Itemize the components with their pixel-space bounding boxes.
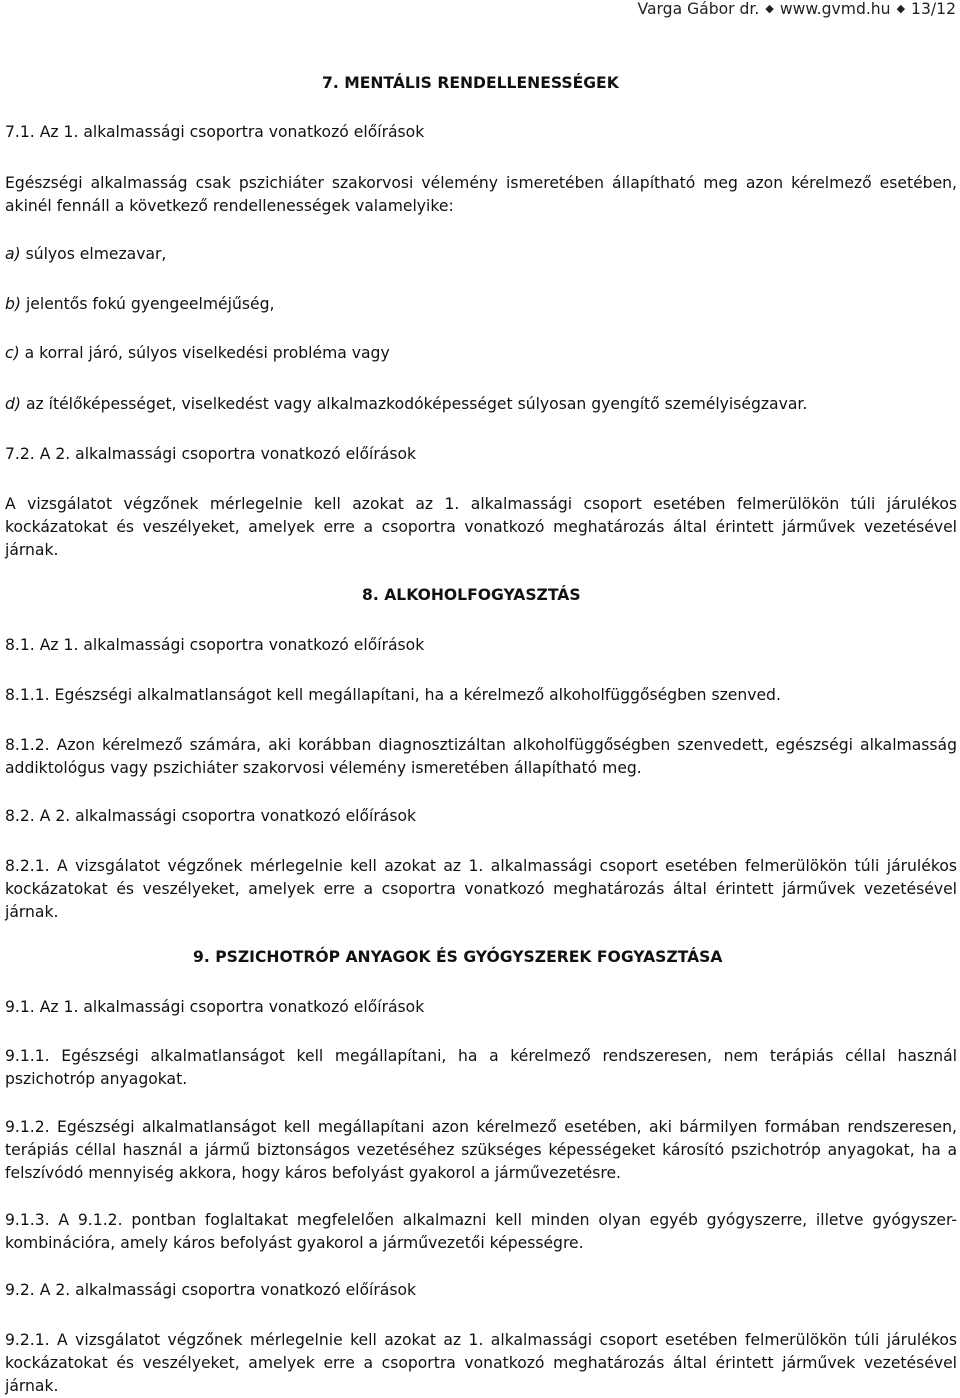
list-item-label: b) (5, 295, 21, 313)
list-item-text: jelentős fokú gyengeelméjűség, (20, 295, 275, 313)
section-8-1-heading: 8.1. Az 1. alkalmassági csoportra vonatkozó előírások (5, 636, 425, 654)
list-item-label: a) (5, 245, 21, 263)
list-item-label: c) (5, 344, 20, 362)
section-9-2-heading: 9.2. A 2. alkalmassági csoportra vonatkozó előírások (5, 1281, 417, 1299)
list-item-text: súlyos elmezavar, (20, 245, 167, 263)
list-item-text: a korral járó, súlyos viselkedési probléma vagy (19, 344, 390, 362)
paragraph-9-1-3: 9.1.3. A 9.1.2. pontban foglaltakat megfelelően alkalmazni kell minden olyan egyéb gyógyszerre, illetve gyógyszer-kombinációra, amely káros befolyást gyakorol a járművezetői képességre. (5, 1211, 957, 1252)
section-8-title: 8. ALKOHOLFOGYASZTÁS (362, 586, 581, 604)
page-header (638, 0, 956, 18)
header-site: www.gvmd.hu (779, 0, 891, 18)
section-8-2-heading: 8.2. A 2. alkalmassági csoportra vonatkozó előírások (5, 807, 417, 825)
list-item-label: d) (5, 395, 21, 413)
paragraph-8-1-2: 8.1.2. Azon kérelmező számára, aki korábban diagnosztizáltan alkoholfüggőségben szenvedett, egészségi alkalmasság addiktológus vagy pszichiáter szakorvosi vélemény ismeretében állapítható meg. (5, 736, 957, 777)
section-9-1-heading: 9.1. Az 1. alkalmassági csoportra vonatkozó előírások (5, 998, 425, 1016)
header-author: Varga Gábor dr. (637, 0, 760, 18)
section-7-2-heading: 7.2. A 2. alkalmassági csoportra vonatkozó előírások (5, 445, 417, 463)
list-item-c (5, 342, 957, 365)
paragraph-9-1-2: 9.1.2. Egészségi alkalmatlanságot kell megállapítani azon kérelmező esetében, aki bármilyen formában rendszeresen, terápiás céllal használ a jármű biztonságos vezetéséhez szükséges képességeket károsító pszichotróp anyagokat, ha a felszívódó mennyiség akkora, hogy káros befolyást gyakorol a járművezetésre. (5, 1118, 957, 1182)
list-item-a (5, 243, 957, 266)
section-7-2-text: A vizsgálatot végzőnek mérlegelnie kell azokat az 1. alkalmassági csoport esetében felmerülökön túli járulékos kockázatokat és veszélyeket, amelyek erre a csoportra vonatkozó meghatározás által érintett járművek vezetésével járnak. (5, 495, 957, 559)
paragraph-8-1-1: 8.1.1. Egészségi alkalmatlanságot kell megállapítani, ha a kérelmező alkoholfüggőségben szenved. (5, 686, 781, 704)
section-7-1-intro: Egészségi alkalmasság csak pszichiáter szakorvosi vélemény ismeretében állapítható meg azon kérelmező esetében, akinél fennáll a következő rendellenességek valamelyike: (5, 174, 957, 215)
paragraph-9-2-1: 9.2.1. A vizsgálatot végzőnek mérlegelnie kell azokat az 1. alkalmassági csoport esetében felmerülökön túli járulékos kockázatokat és veszélyeket, amelyek erre a csoportra vonatkozó meghatározás által érintett járművek vezetésével járnak. (5, 1331, 957, 1395)
diamond-bullet-icon: ◆ (765, 2, 774, 15)
paragraph-9-1-1: 9.1.1. Egészségi alkalmatlanságot kell megállapítani, ha a kérelmező rendszeresen, nem terápiás céllal használ pszichotróp anyagokat. (5, 1047, 957, 1088)
header-page-number: 13/12 (911, 0, 956, 18)
section-9-title: 9. PSZICHOTRÓP ANYAGOK ÉS GYÓGYSZEREK FOGYASZTÁSA (193, 948, 723, 966)
section-7-1-heading: 7.1. Az 1. alkalmassági csoportra vonatkozó előírások (5, 123, 425, 141)
list-item-b (5, 293, 957, 316)
paragraph-8-2-1: 8.2.1. A vizsgálatot végzőnek mérlegelnie kell azokat az 1. alkalmassági csoport esetében felmerülökön túli járulékos kockázatokat és veszélyeket, amelyek erre a csoportra vonatkozó meghatározás által érintett járművek vezetésével járnak. (5, 857, 957, 921)
list-item-text: az ítélőképességet, viselkedést vagy alkalmazkodóképességet súlyosan gyengítő személyiségzavar. (20, 395, 808, 413)
list-item-d (5, 393, 957, 416)
section-7-title: 7. MENTÁLIS RENDELLENESSÉGEK (322, 74, 619, 92)
diamond-bullet-icon: ◆ (896, 2, 906, 15)
